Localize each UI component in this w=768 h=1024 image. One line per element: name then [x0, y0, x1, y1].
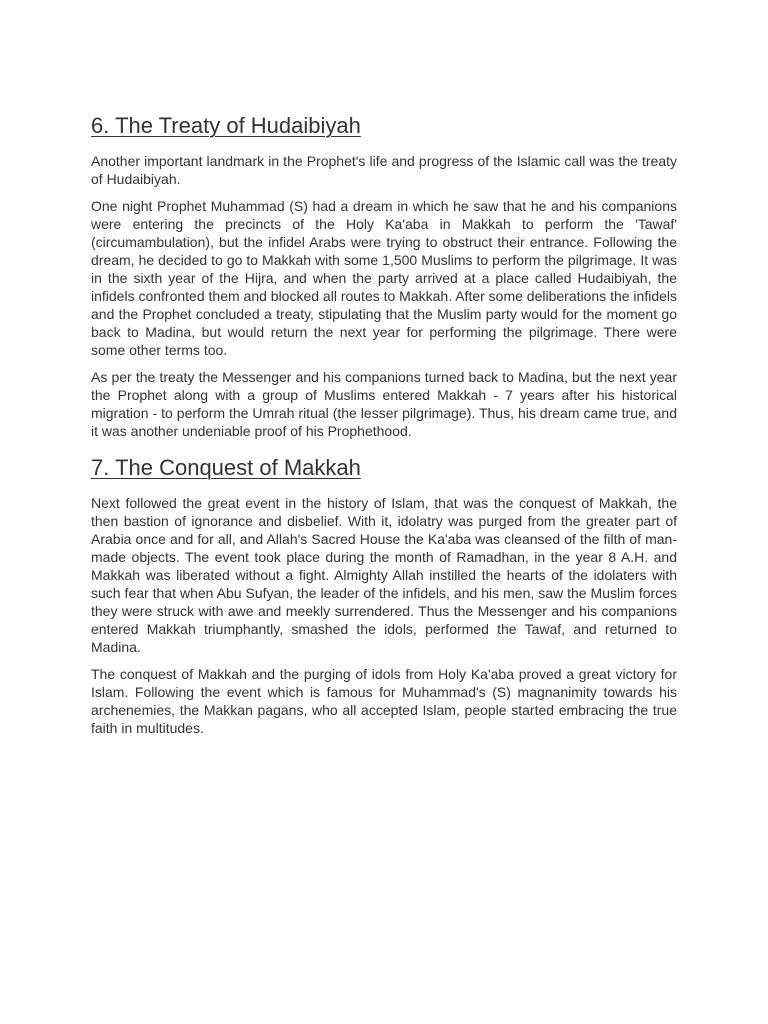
paragraph: As per the treaty the Messenger and his companions turned back to Madina, but the next year the Prophet along with a group of Muslims entered Makkah - 7 years after his historical migration - to perform the Umrah ritual (the lesser pilgrimage). Thus, his dream came true, and it was another undeniable proof of his Prophethood. [91, 369, 677, 439]
document-page [91, 112, 677, 746]
section-heading: 7. The Conquest of Makkah [91, 455, 361, 480]
paragraph: The conquest of Makkah and the purging of idols from Holy Ka'aba proved a great victory for Islam. Following the event which is famous for Muhammad's (S) magnanimity towards his archenemies, the Makkan pagans, who all accepted Islam, people started embracing the true faith in multitudes. [91, 666, 677, 736]
section-heading: 6. The Treaty of Hudaibiyah [91, 113, 361, 138]
section-treaty-of-hudaibiyah [91, 112, 677, 440]
section-conquest-of-makkah [91, 454, 677, 737]
paragraph: One night Prophet Muhammad (S) had a dream in which he saw that he and his companions were entering the precincts of the Holy Ka'aba in Makkah to perform the 'Tawaf' (circumambulation), but the infidel Arabs were trying to obstruct their entrance. Following the dream, he decided to go to Makkah with some 1,500 Muslims to perform the pilgrimage. It was in the sixth year of the Hijra, and when the party arrived at a place called Hudaibiyah, the infidels confronted them and blocked all routes to Makkah. After some deliberations the infidels and the Prophet concluded a treaty, stipulating that the Muslim party would for the moment go back to Madina, but would return the next year for performing the pilgrimage. There were some other terms too. [91, 198, 677, 358]
paragraph: Another important landmark in the Prophet's life and progress of the Islamic call was the treaty of Hudaibiyah. [91, 153, 677, 187]
paragraph: Next followed the great event in the history of Islam, that was the conquest of Makkah, the then bastion of ignorance and disbelief. With it, idolatry was purged from the greater part of Arabia once and for all, and Allah's Sacred House the Ka'aba was cleansed of the filth of man-made objects. The event took place during the month of Ramadhan, in the year 8 A.H. and Makkah was liberated without a fight. Almighty Allah instilled the hearts of the idolaters with such fear that when Abu Sufyan, the leader of the infidels, and his men, saw the Muslim forces they were struck with awe and meekly surrendered. Thus the Messenger and his companions entered Makkah triumphantly, smashed the idols, performed the Tawaf, and returned to Madina. [91, 495, 677, 655]
